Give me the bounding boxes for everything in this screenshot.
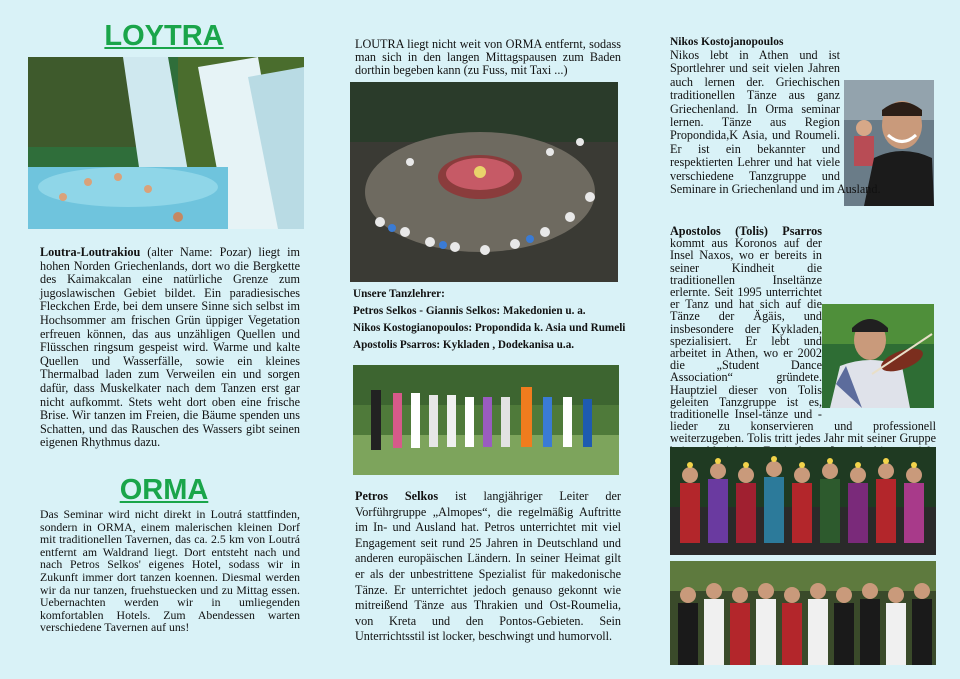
teacher-line-3: Apostolis Psarros: Kykladen , Dodekanisa u.a. xyxy=(353,339,575,351)
right-column xyxy=(668,0,936,679)
nikos-photo-spacer xyxy=(840,49,936,179)
teacher-line-2: Nikos Kostogianopoulos: Propondida k. Asia und Rumeli xyxy=(353,322,626,334)
petros-paragraph xyxy=(355,489,621,645)
nikos-paragraph xyxy=(670,49,936,196)
petros-lead: Petros Selkos xyxy=(355,489,439,503)
teacher-line-1: Petros Selkos - Giannis Selkos: Makedonien u. a. xyxy=(353,305,586,317)
waterfall-photo xyxy=(28,57,304,229)
apostolos-lead: Apostolos (Tolis) Psarros xyxy=(670,224,822,238)
apostolos-photo-spacer xyxy=(822,301,936,409)
apostolos-text: kommt aus Koronos auf der Insel Naxos, wo er bereits in seiner Kindheit die traditionellen Inseltänze erlernte. Seit 1995 unterrichtet er Tanz und hat sich auf die Tänze der Ägäis, und insbesondere der Kykladen, spezialisiert. Er lebt und arbeitet in Athen, wo er 2002 die „Student Dance Association“ gründete. Hauptziel dieser von Tolis geleiten Tanzgruppe ist es, traditionelle Insel-tänze und -lieder zu konservieren und professionell weiterzugeben. Tolis tritt jedes Jahr mit seiner Gruppe xyxy=(670,236,936,446)
loutra-intro: LOUTRA liegt nicht weit von ORMA entfernt, sodass man sich in den langen Mittagspausen zum Baden dorthin begeben kann (zu Fuss, mit Taxi ...) xyxy=(355,37,621,77)
apostolos-paragraph xyxy=(670,225,936,469)
loytra-lead: Loutra-Loutrakiou xyxy=(40,245,141,259)
nikos-text: Nikos lebt in Athen und ist Sportlehrer und seit vielen Jahren auch lernen der. Griechischen traditionellen Tänze aus ganz Griechenland. In Orma seminar lernen. Tänze aus Region Propondida,K Asia, und Roumeli. Er ist ein bekannter und respektierten Lehrer und hat viele verschiedene Tanzgruppe und Seminare in Griechenland und im Ausland. xyxy=(670,48,881,197)
orma-paragraph: Das Seminar wird nicht direkt in Loutrá stattfinden, sondern in ORMA, einem malerischen kleinen Dorf mit traditionellen Tavernen, das ca. 2.5 km von Loutrá entfernt am Waldrand liegt. Dort entsteht nach und nach Petros Selkos' eigenes Hotel, sodass wir in Zukunft immer dort tanzen koennen. Diesmal werden wir da nur tanzen, fruehstuecken und zu Mittag essen. Uebernachten werden wir in umliegenden komfortablen Hotels. Zum Abendessen warten verschiedene Tavernen auf uns! xyxy=(40,507,300,635)
nikos-title: Nikos Kostojanopoulos xyxy=(670,36,784,48)
loytra-heading: LOYTRA xyxy=(104,20,224,52)
left-column xyxy=(28,0,300,679)
middle-column xyxy=(350,0,626,679)
dance-group-photo xyxy=(353,365,619,475)
loytra-text: (alter Name: Pozar) liegt im hohen Norden Griechenlands, dort wo die Bergkette des Kaimakcalan eine natürliche Grenze zum jugoslawischen Gebiet bildet. Ein paradiesisches Fleckchen Erde, bei dem unsere Sinne sich selbst im Hochsommer am frischen Grün üppiger Vegetation erfreuen können, das aus unzähligen Quellen und Flüsschen ringsum gespeist wird. Warme und kalte Quellen und Wasserfälle, sowie ein kleines Thermalbad laden zum Verweilen ein und sorgen dafür, dass Muskelkater nach dem Tanzen erst gar nicht aufkommt. Stets weht dort oben eine frische Brise. Wir tanzen im Freien, die Bäume spenden uns Schatten, und das Rauschen des Wassers gibt seinen eigenen Rhythmus dazu. xyxy=(40,245,300,450)
loytra-paragraph xyxy=(40,246,300,450)
orma-heading: ORMA xyxy=(119,474,209,506)
folk-group-photo xyxy=(670,561,936,665)
square-dance-photo xyxy=(350,82,618,282)
costumed-women-photo xyxy=(670,447,936,555)
teachers-title: Unsere Tanzlehrer: xyxy=(353,288,445,300)
petros-text: ist langjähriger Leiter der Vorführgruppe „Almopes“, die regelmäßig Auftritte im In- und Ausland hat. Petros unterrichtet mit viel Engagement seit rund 25 Jahren in Deutschland und anderen europäischen Ländern. In seiner Heimat gilt er als der unbestrittene Spezialist für makedonische Tänze. Er unterrichtet jedoch genauso gekonnt wie mitreißend Tänze aus Thrakien und Ost-Roumelia, von Kreta und den Pontos-Gebieten. Sein Unterrichtsstil ist locker, beschwingt und humorvoll. xyxy=(355,489,621,644)
